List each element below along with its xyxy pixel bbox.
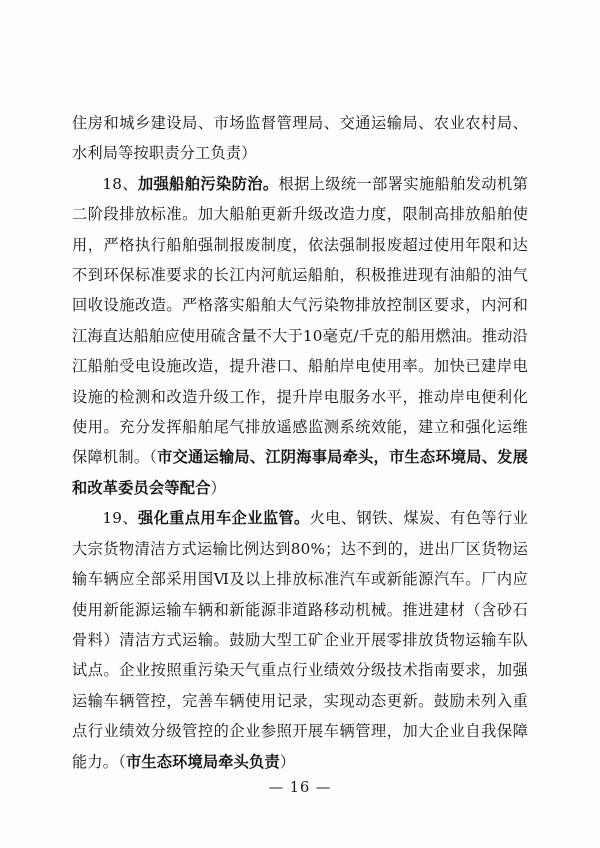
item-number: 19、 [102, 509, 138, 528]
closing-paren: ） [279, 752, 296, 771]
item-text: 根据上级统一部署实施船舶发动机第二阶段排放标准。加大船舶更新升级改造力度，限制高排放船舶使用，严格执行船舶强制报废制度，依法强制报废超过使用年限和达不到环保标准要求的长江内河航运船舶，积极推进现有油船的油气回收设施改造。严格落实船舶大气污染物排放控制区要求，内河和江海直达船舶应使用硫含量不大于10毫克/千克的船用燃油。推动沿江船舶受电设施改造，提升港口、船舶岸电使用率。加快已建岸电设施的检测和改造升级工作，提升岸电服务水平，推动岸电便利化使用。充分发挥船舶尾气排放遥感监测系统效能，建立和强化运维保障机制。（ [72, 174, 528, 467]
closing-paren: ） [210, 478, 226, 497]
responsible-agencies: 市交通运输局、江阴海事局牵头，市生态环境局、发展和改革委员会等配合 [72, 448, 528, 497]
paragraph-item-18 [72, 169, 528, 503]
item-heading: 强化重点用车企业监管。 [137, 509, 310, 528]
document-body [72, 108, 528, 777]
item-heading: 加强船舶污染防治。 [137, 174, 279, 193]
paragraph-text: 住房和城乡建设局、市场监督管理局、交通运输局、农业农村局、水利局等按职责分工负责） [72, 114, 528, 163]
paragraph-item-19 [72, 503, 528, 777]
item-number: 18、 [102, 174, 138, 193]
paragraph-continuation [72, 108, 528, 169]
responsible-agencies: 市生态环境局牵头负责 [125, 752, 280, 771]
page-number: — 16 — [268, 780, 332, 796]
item-text: 火电、钢铁、煤炭、有色等行业大宗货物清洁方式运输比例达到80%；达不到的，进出厂区货物运输车辆应全部采用国Ⅵ及以上排放标准汽车或新能源汽车。厂内应使用新能源运输车辆和新能源非道路移动机械。推进建材（含砂石骨料）清洁方式运输。鼓励大型工矿企业开展零排放货物运输车队试点。企业按照重污染天气重点行业绩效分级技术指南要求，加强运输车辆管控，完善车辆使用记录，实现动态更新。鼓励未列入重点行业绩效分级管控的企业参照开展车辆管理，加大企业自我保障能力。（ [72, 509, 528, 771]
